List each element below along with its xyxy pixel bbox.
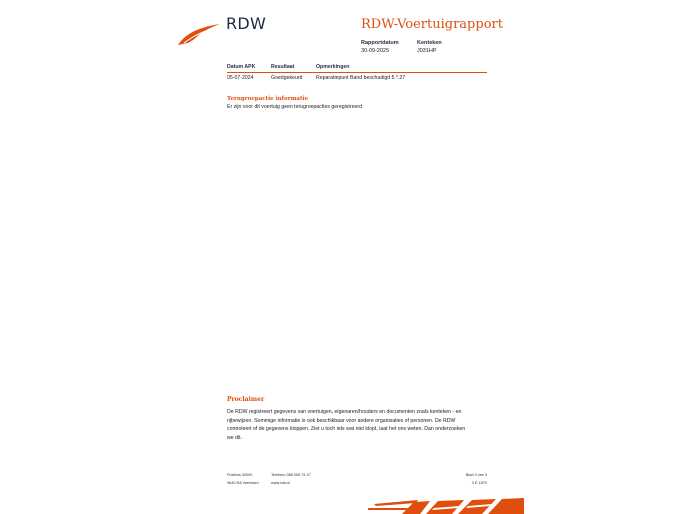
table-row [227,74,487,82]
apk-table-header [227,64,487,73]
report-date-label: Rapportdatum [361,40,399,46]
page-number: Blad 3 van 3 [465,473,487,477]
license-plate-block [417,39,442,55]
report-date-block [361,39,399,55]
report-title: RDW-Voertuigrapport [361,17,503,32]
apk-table [227,64,487,82]
footer-address [227,471,259,487]
apk-date-cell: 05-07-2024 [227,75,254,81]
truck-graphic-icon [368,496,524,514]
footer-phone: Telefoon 088 008 74 47 [271,473,311,477]
brand-name: RDW [226,14,267,33]
footer-postcode: 9640 RA Veendam [227,481,259,485]
report-date-value: 30-09-2025 [361,48,390,54]
recall-section-title: Terugroepactie informatie [227,96,309,102]
apk-result-cell: Goedgekeurd [271,75,303,81]
column-header-date: Datum APK [227,64,256,70]
disclaimer-line: rijbewijzen. Sommige informatie is ook beschikbaar voor andere organisaties of personen. De RDW [227,417,456,424]
license-plate-value: J031HP [417,48,437,54]
column-header-result: Resultaat [271,64,295,70]
recall-section-text: Er zijn voor dit voertuig geen terugroepacties geregistreerd [227,104,362,110]
footer-page-info [440,471,487,487]
license-plate-label: Kenteken [417,40,442,46]
disclaimer-text [227,408,483,443]
disclaimer-title: Proclaimer [227,396,265,403]
footer-postbus: Postbus 30000 [227,473,253,477]
footer-contact [271,471,311,487]
disclaimer-line: controleert of de gegevens kloppen. Ziet u toch iets wat niet klopt, laat het ons weten. Dan onderzoeken [227,426,466,433]
footer-website: www.rdw.nl [271,481,290,485]
apk-remarks-cell: Reparatiepunt Band beschadigd 5.*.27 [316,75,406,81]
disclaimer-line: we dit. [227,435,242,442]
column-header-remarks: Opmerkingen [316,64,350,70]
rdw-logo-icon [176,22,222,46]
document-code: 3 E 1879 [471,481,487,485]
disclaimer-line: De RDW registreert gegevens van voertuigen, eigenaren/houders en documenten zoals kenteken - en [227,409,462,415]
